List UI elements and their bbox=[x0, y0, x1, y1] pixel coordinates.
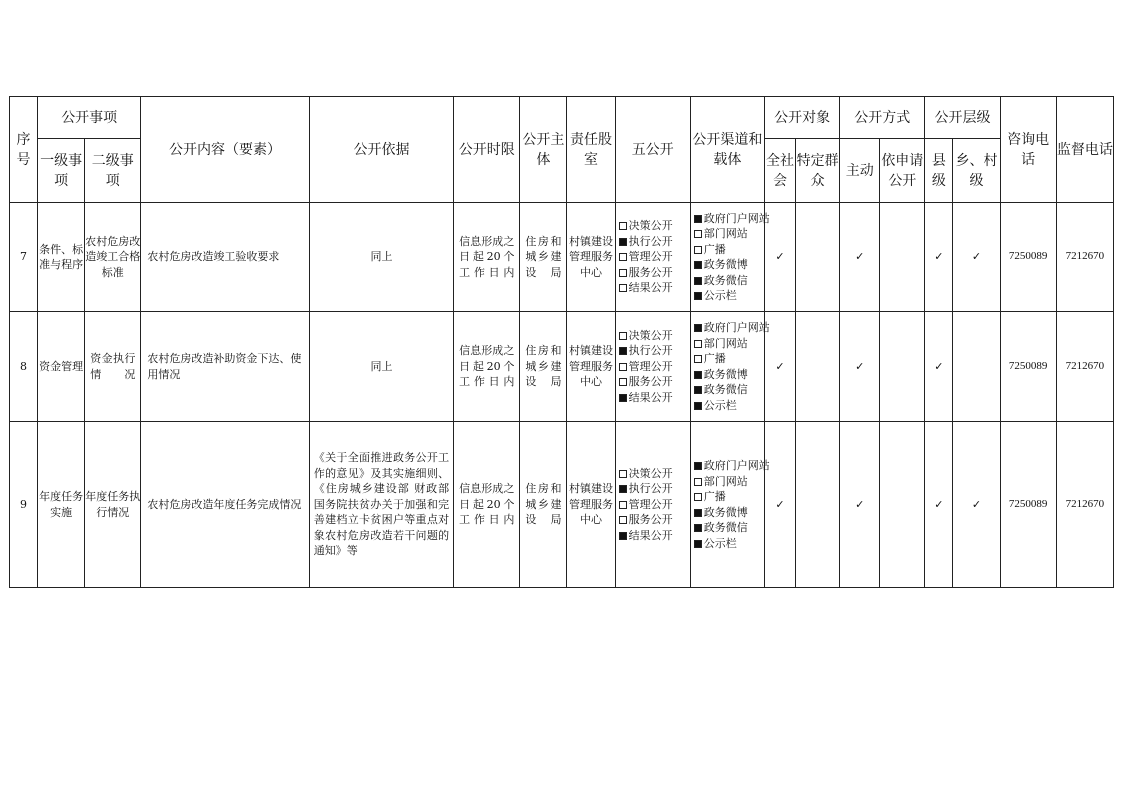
row-method-active-check: ✓ bbox=[840, 203, 880, 312]
row-content: 农村危房改造竣工验收要求 bbox=[141, 203, 309, 312]
checkbox-item bbox=[619, 343, 687, 359]
checked-box-icon bbox=[694, 277, 702, 285]
checkbox-item bbox=[619, 528, 687, 544]
row-layer-county-check: ✓ bbox=[925, 422, 953, 588]
checkbox-item bbox=[694, 536, 761, 552]
table-row bbox=[10, 422, 1114, 588]
checkbox-item bbox=[619, 265, 687, 281]
checkbox-item bbox=[619, 466, 687, 482]
row-office: 村镇建设管理服务中心 bbox=[567, 312, 615, 422]
checkbox-label: 管理公开 bbox=[628, 359, 673, 373]
checkbox-item bbox=[694, 351, 761, 367]
checkbox-label: 管理公开 bbox=[628, 497, 673, 511]
checkbox-label: 部门网站 bbox=[703, 474, 748, 488]
empty-box-icon bbox=[619, 269, 627, 277]
row-consult-phone: 7250089 bbox=[1000, 312, 1056, 422]
table-row bbox=[10, 312, 1114, 422]
row-channel-list bbox=[690, 203, 770, 312]
row-five-list bbox=[615, 203, 690, 312]
checkbox-label: 政务微博 bbox=[703, 505, 748, 519]
row-office: 村镇建设管理服务中心 bbox=[567, 422, 615, 588]
header-supervise: 监督电话 bbox=[1056, 97, 1113, 203]
checkbox-item bbox=[619, 249, 687, 265]
row-content: 农村危房改造年度任务完成情况 bbox=[141, 422, 309, 588]
checkbox-label: 公示栏 bbox=[703, 398, 737, 412]
row-content: 农村危房改造补助资金下达、使用情况 bbox=[141, 312, 309, 422]
checkbox-label: 政务微信 bbox=[703, 273, 748, 287]
header-layer: 公开层级 bbox=[925, 97, 1000, 139]
header-target-all: 全社会 bbox=[764, 139, 795, 203]
header-items: 公开事项 bbox=[38, 97, 141, 139]
empty-box-icon bbox=[694, 478, 702, 486]
row-subject: 住房和城乡建设局 bbox=[520, 312, 567, 422]
checked-box-icon bbox=[694, 215, 702, 223]
checkbox-item bbox=[694, 273, 761, 289]
empty-box-icon bbox=[619, 378, 627, 386]
header-level2: 二级事项 bbox=[85, 139, 141, 203]
checkbox-item bbox=[694, 458, 770, 474]
checked-box-icon bbox=[694, 261, 702, 269]
checkbox-item bbox=[619, 280, 687, 296]
checkbox-item bbox=[694, 520, 761, 536]
checkbox-label: 管理公开 bbox=[628, 250, 673, 264]
checkbox-label: 政务微信 bbox=[703, 521, 748, 534]
checked-box-icon bbox=[619, 394, 627, 402]
checked-box-icon bbox=[619, 485, 627, 493]
checkbox-label: 公示栏 bbox=[703, 536, 737, 550]
row-method-apply-check bbox=[880, 422, 925, 588]
checkbox-label: 政府门户网站 bbox=[703, 459, 770, 472]
header-method: 公开方式 bbox=[840, 97, 925, 139]
row-seq: 7 bbox=[10, 203, 38, 312]
row-level2: 农村危房改造竣工合格标准 bbox=[85, 203, 141, 312]
checkbox-item bbox=[619, 359, 687, 375]
row-level1: 年度任务实施 bbox=[38, 422, 85, 588]
checked-box-icon bbox=[694, 386, 702, 394]
header-seq: 序号 bbox=[10, 97, 38, 203]
checkbox-item bbox=[694, 336, 761, 352]
checked-box-icon bbox=[619, 238, 627, 246]
row-target-all-check: ✓ bbox=[764, 422, 795, 588]
checkbox-label: 部门网站 bbox=[703, 336, 748, 350]
checkbox-item bbox=[694, 382, 761, 398]
checkbox-item bbox=[694, 489, 761, 505]
header-target-specific: 特定群众 bbox=[796, 139, 840, 203]
checked-box-icon bbox=[619, 532, 627, 540]
checkbox-item bbox=[694, 257, 761, 273]
row-level1: 条件、标准与程序 bbox=[38, 203, 85, 312]
row-level2: 资金执行情况 bbox=[85, 312, 141, 422]
checkbox-item bbox=[619, 328, 687, 344]
row-layer-village-check: ✓ bbox=[953, 203, 1000, 312]
checkbox-item bbox=[694, 242, 761, 258]
row-time-limit: 信息形成之日起20个工作日内 bbox=[454, 203, 520, 312]
disclosure-table bbox=[9, 96, 1114, 588]
row-supervise-phone: 7212670 bbox=[1056, 312, 1113, 422]
empty-box-icon bbox=[619, 516, 627, 524]
checked-box-icon bbox=[694, 402, 702, 410]
checkbox-label: 公示栏 bbox=[703, 289, 737, 302]
checkbox-item bbox=[694, 367, 761, 383]
empty-box-icon bbox=[619, 253, 627, 261]
row-layer-county-check: ✓ bbox=[925, 203, 953, 312]
checked-box-icon bbox=[694, 540, 702, 548]
empty-box-icon bbox=[694, 230, 702, 238]
row-method-active-check: ✓ bbox=[840, 312, 880, 422]
checkbox-label: 政务微博 bbox=[703, 258, 748, 271]
header-time-limit: 公开时限 bbox=[454, 97, 520, 203]
checkbox-label: 结果公开 bbox=[628, 390, 673, 404]
checkbox-label: 决策公开 bbox=[628, 328, 673, 342]
empty-box-icon bbox=[619, 332, 627, 340]
checkbox-label: 服务公开 bbox=[628, 375, 673, 389]
row-channel-list bbox=[690, 422, 770, 588]
checkbox-label: 决策公开 bbox=[628, 219, 673, 233]
row-channel-list bbox=[690, 312, 770, 422]
checkbox-label: 执行公开 bbox=[628, 482, 673, 496]
checkbox-item bbox=[694, 211, 770, 227]
checked-box-icon bbox=[694, 509, 702, 517]
checkbox-label: 决策公开 bbox=[628, 466, 673, 480]
checkbox-label: 服务公开 bbox=[628, 513, 673, 527]
row-level2: 年度任务执行情况 bbox=[85, 422, 141, 588]
checkbox-label: 执行公开 bbox=[628, 234, 673, 248]
empty-box-icon bbox=[619, 222, 627, 230]
empty-box-icon bbox=[694, 493, 702, 501]
empty-box-icon bbox=[619, 470, 627, 478]
header-basis: 公开依据 bbox=[309, 97, 453, 203]
checkbox-item bbox=[619, 374, 687, 390]
checked-box-icon bbox=[694, 524, 702, 532]
checkbox-label: 结果公开 bbox=[628, 528, 673, 542]
empty-box-icon bbox=[619, 363, 627, 371]
checkbox-label: 结果公开 bbox=[628, 281, 673, 295]
row-target-specific-check bbox=[796, 203, 840, 312]
empty-box-icon bbox=[619, 501, 627, 509]
row-method-apply-check bbox=[880, 203, 925, 312]
checkbox-item bbox=[694, 505, 761, 521]
header-method-active: 主动 bbox=[840, 139, 880, 203]
row-target-specific-check bbox=[796, 312, 840, 422]
row-target-all-check: ✓ bbox=[764, 312, 795, 422]
row-consult-phone: 7250089 bbox=[1000, 422, 1056, 588]
row-target-all-check: ✓ bbox=[764, 203, 795, 312]
header-office: 责任股室 bbox=[567, 97, 615, 203]
empty-box-icon bbox=[694, 246, 702, 254]
header-method-apply: 依申请公开 bbox=[880, 139, 925, 203]
row-subject: 住房和城乡建设局 bbox=[520, 203, 567, 312]
checkbox-item bbox=[619, 234, 687, 250]
checkbox-label: 政务微博 bbox=[703, 367, 748, 381]
empty-box-icon bbox=[619, 284, 627, 292]
row-subject: 住房和城乡建设局 bbox=[520, 422, 567, 588]
empty-box-icon bbox=[694, 355, 702, 363]
checkbox-label: 政府门户网站 bbox=[703, 211, 770, 225]
row-five-list bbox=[615, 312, 690, 422]
checkbox-item bbox=[619, 218, 687, 234]
header-subject: 公开主体 bbox=[520, 97, 567, 203]
row-supervise-phone: 7212670 bbox=[1056, 422, 1113, 588]
header-target: 公开对象 bbox=[764, 97, 839, 139]
checkbox-label: 广播 bbox=[703, 242, 726, 256]
header-layer-village: 乡、村级 bbox=[953, 139, 1000, 203]
checkbox-item bbox=[619, 390, 687, 406]
checkbox-label: 服务公开 bbox=[628, 265, 673, 279]
checkbox-label: 政务微信 bbox=[703, 383, 748, 396]
checkbox-item bbox=[619, 481, 687, 497]
header-consult: 咨询电话 bbox=[1000, 97, 1056, 203]
row-layer-village-check bbox=[953, 312, 1000, 422]
row-basis: 同上 bbox=[309, 312, 453, 422]
checkbox-item bbox=[619, 512, 687, 528]
header-five: 五公开 bbox=[615, 97, 690, 203]
row-time-limit: 信息形成之日起20个工作日内 bbox=[454, 312, 520, 422]
header-content: 公开内容（要素） bbox=[141, 97, 309, 203]
row-method-apply-check bbox=[880, 312, 925, 422]
row-target-specific-check bbox=[796, 422, 840, 588]
table-row bbox=[10, 203, 1114, 312]
row-supervise-phone: 7212670 bbox=[1056, 203, 1113, 312]
row-basis: 《关于全面推进政务公开工作的意见》及其实施细则、《住房城乡建设部 财政部 国务院扶贫办关于加强和完善建档立卡贫困户等重点对象农村危房改造若干问题的通知》等 bbox=[309, 422, 453, 588]
row-layer-village-check: ✓ bbox=[953, 422, 1000, 588]
checkbox-label: 广播 bbox=[703, 490, 726, 503]
header-channel: 公开渠道和载体 bbox=[690, 97, 764, 203]
checkbox-item bbox=[694, 398, 761, 414]
checkbox-item bbox=[619, 497, 687, 513]
row-level1: 资金管理 bbox=[38, 312, 85, 422]
header-level1: 一级事项 bbox=[38, 139, 85, 203]
header-layer-county: 县级 bbox=[925, 139, 953, 203]
checked-box-icon bbox=[694, 462, 702, 470]
checkbox-label: 执行公开 bbox=[628, 344, 673, 358]
row-consult-phone: 7250089 bbox=[1000, 203, 1056, 312]
row-time-limit: 信息形成之日起20个工作日内 bbox=[454, 422, 520, 588]
checkbox-label: 政府门户网站 bbox=[703, 321, 770, 334]
row-seq: 8 bbox=[10, 312, 38, 422]
checked-box-icon bbox=[694, 292, 702, 300]
checkbox-label: 广播 bbox=[703, 352, 726, 365]
checked-box-icon bbox=[694, 371, 702, 379]
checkbox-item bbox=[694, 288, 761, 304]
checked-box-icon bbox=[694, 324, 702, 332]
checkbox-item bbox=[694, 226, 761, 242]
checkbox-item bbox=[694, 320, 770, 336]
row-five-list bbox=[615, 422, 690, 588]
empty-box-icon bbox=[694, 340, 702, 348]
row-basis: 同上 bbox=[309, 203, 453, 312]
row-office: 村镇建设管理服务中心 bbox=[567, 203, 615, 312]
checkbox-label: 部门网站 bbox=[703, 227, 748, 240]
checkbox-item bbox=[694, 474, 761, 490]
row-layer-county-check: ✓ bbox=[925, 312, 953, 422]
header-row-1 bbox=[10, 97, 1114, 139]
row-method-active-check: ✓ bbox=[840, 422, 880, 588]
row-seq: 9 bbox=[10, 422, 38, 588]
checked-box-icon bbox=[619, 347, 627, 355]
